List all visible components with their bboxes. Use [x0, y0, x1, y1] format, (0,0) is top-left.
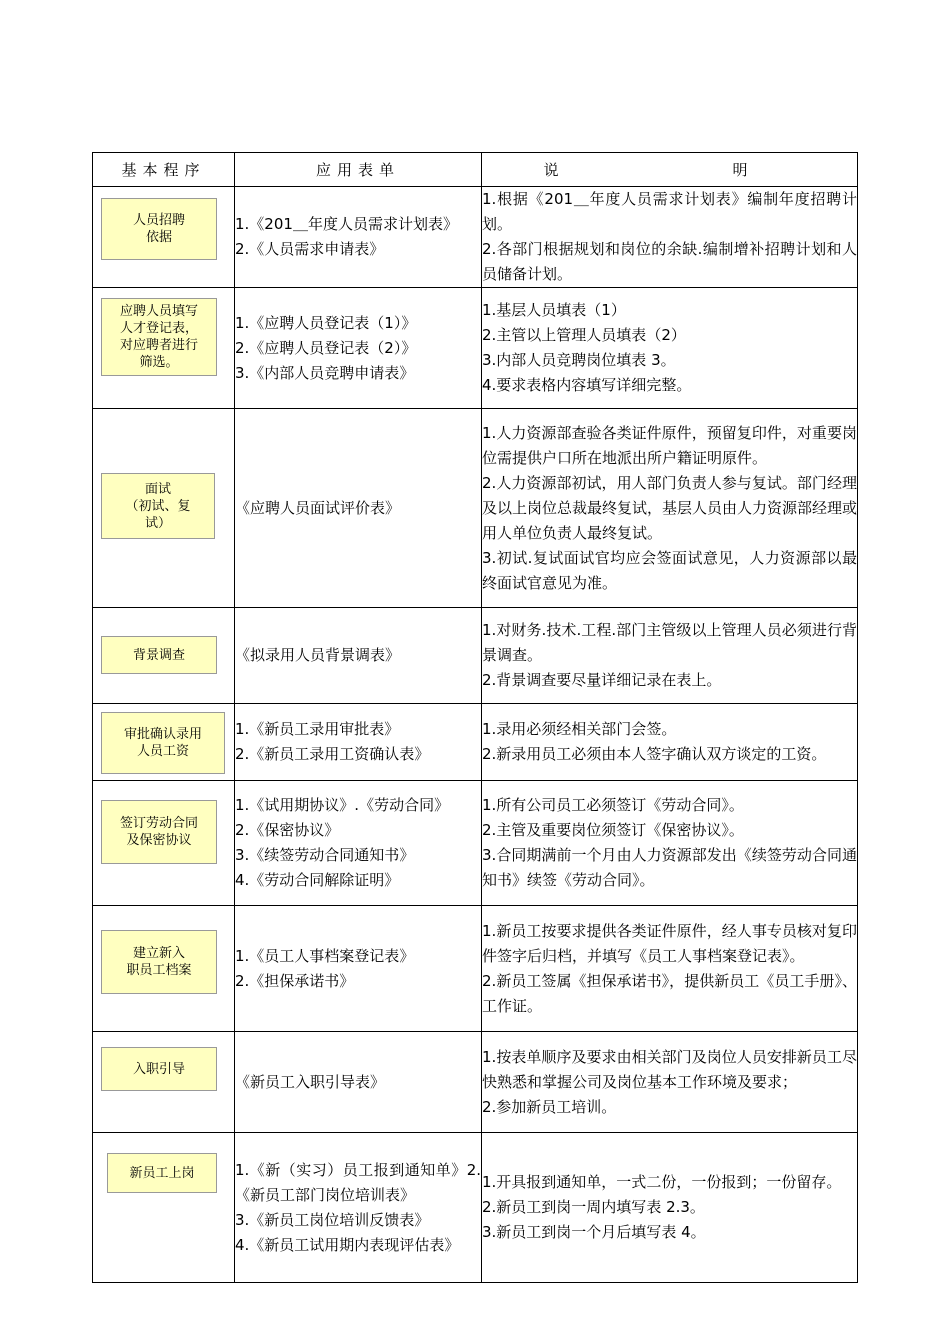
table-row	[93, 409, 858, 608]
description-item: 2.新员工签属《担保承诺书》，提供新员工《员工手册》、工作证。	[482, 971, 857, 1015]
recruitment-procedure-table	[92, 152, 858, 1283]
procedure-step-label: 职员工档案	[126, 963, 192, 978]
description-item: 2.主管以上管理人员填表（2）	[482, 326, 686, 344]
description-cell	[482, 187, 858, 288]
procedure-step-cell	[93, 409, 235, 608]
table-row	[93, 1133, 858, 1283]
description-cell	[482, 906, 858, 1032]
procedure-step-label: 建立新入	[132, 946, 185, 961]
form-item: 3.《内部人员竞聘申请表》	[235, 363, 415, 382]
table-row	[93, 906, 858, 1032]
header-basic-procedure: 基本程序	[93, 153, 235, 187]
description-item: 3.初试.复试面试官均应会签面试意见，人力资源部以最终面试官意见为准。	[482, 548, 857, 592]
description-item: 2.背景调查要尽量详细记录在表上。	[482, 671, 722, 689]
procedure-step-label: 签订劳动合同	[119, 816, 198, 831]
forms-cell	[235, 1032, 482, 1133]
procedure-step-label: 背景调查	[132, 647, 185, 663]
description-item: 1.录用必须经相关部门会签。	[482, 720, 677, 738]
form-item: 1.《员工人事档案登记表》	[235, 946, 415, 965]
table-row	[93, 1032, 858, 1133]
form-item: 2.《保密协议》	[235, 821, 340, 839]
description-cell	[482, 608, 858, 704]
table-row	[93, 704, 858, 781]
description-item: 2.新员工到岗一周内填写表 2.3。	[482, 1198, 705, 1216]
procedure-step-cell	[93, 1032, 235, 1133]
form-item: 1.《新员工录用审批表》	[235, 720, 400, 738]
form-item: 4.《新员工试用期内表现评估表》	[235, 1235, 460, 1254]
description-item: 3.内部人员竞聘岗位填表 3。	[482, 351, 676, 369]
procedure-step-cell	[93, 704, 235, 781]
procedure-step-box	[101, 298, 217, 376]
procedure-step-label: 新员工上岗	[129, 1165, 195, 1181]
description-item: 1.按表单顺序及要求由相关部门及岗位人员安排新员工尽快熟悉和掌握公司及岗位基本工作环境及要求；	[482, 1047, 857, 1091]
procedure-step-box	[101, 712, 225, 774]
description-item: 2.新录用员工必须由本人签字确认双方谈定的工资。	[482, 745, 827, 763]
header-forms: 应用表单	[235, 153, 482, 187]
description-item: 2.人力资源部初试，用人部门负责人参与复试。部门经理及以上岗位总裁最终复试，基层人员由人力资源部经理或用人单位负责人最终复试。	[482, 473, 858, 542]
description-cell	[482, 288, 858, 409]
table-row	[93, 608, 858, 704]
description-item: 2.各部门根据规划和岗位的余缺.编制增补招聘计划和人员储备计划。	[482, 240, 857, 283]
description-item: 3.合同期满前一个月由人力资源部发出《续签劳动合同通知书》续签《劳动合同》。	[482, 846, 857, 889]
procedure-step-box	[101, 473, 215, 539]
form-item: 2.《人员需求申请表》	[235, 240, 385, 258]
forms-cell	[235, 704, 482, 781]
description-item: 1.根据《201＿年度人员需求计划表》编制年度招聘计划。	[482, 190, 857, 233]
table-row	[93, 781, 858, 906]
form-item: 2.《担保承诺书》	[235, 971, 355, 990]
description-item: 3.新员工到岗一个月后填写表 4。	[482, 1223, 706, 1241]
procedure-step-cell	[93, 781, 235, 906]
description-item: 1.对财务.技术.工程.部门主管级以上管理人员必须进行背景调查。	[482, 621, 857, 664]
procedure-step-label: 应聘人员填写	[119, 304, 198, 319]
procedure-step-label: 人才登记表，	[119, 321, 198, 336]
procedure-step-box	[101, 1047, 217, 1091]
forms-cell	[235, 1133, 482, 1283]
description-item: 1.所有公司员工必须签订《劳动合同》。	[482, 796, 744, 814]
procedure-step-label: 依据	[145, 230, 172, 245]
procedure-step-label: 面试	[144, 481, 171, 497]
description-item: 2.参加新员工培训。	[482, 1097, 617, 1116]
procedure-step-cell	[93, 288, 235, 409]
description-item: 4.要求表格内容填写详细完整。	[482, 376, 692, 394]
procedure-step-box	[101, 636, 217, 674]
forms-cell	[235, 781, 482, 906]
procedure-step-label: 人员招聘	[132, 213, 185, 228]
procedure-step-label: 入职引导	[132, 1061, 185, 1077]
forms-cell	[235, 409, 482, 608]
description-item: 2.主管及重要岗位须签订《保密协议》。	[482, 821, 744, 839]
procedure-step-box	[101, 800, 217, 864]
description-item: 1.开具报到通知单，一式二份，一份报到；一份留存。	[482, 1173, 842, 1191]
procedure-step-box	[101, 198, 217, 260]
procedure-step-cell	[93, 187, 235, 288]
procedure-step-cell	[93, 906, 235, 1032]
procedure-step-cell	[93, 1133, 235, 1283]
form-item: 《新员工入职引导表》	[235, 1072, 386, 1091]
form-item: 3.《续签劳动合同通知书》	[235, 846, 415, 864]
form-item: 1.《试用期协议》.《劳动合同》	[235, 796, 450, 814]
form-item: 1.《新（实习）员工报到通知单》2.《新员工部门岗位培训表》	[235, 1160, 481, 1204]
description-cell	[482, 1032, 858, 1133]
forms-cell	[235, 608, 482, 704]
form-item: 3.《新员工岗位培训反馈表》	[235, 1210, 430, 1229]
form-item: 2.《应聘人员登记表（2）》	[235, 338, 417, 357]
form-item: 2.《新员工录用工资确认表》	[235, 745, 430, 763]
procedure-step-label: 试）	[144, 515, 171, 531]
form-item: 《拟录用人员背景调表》	[235, 646, 401, 664]
form-item: 《应聘人员面试评价表》	[235, 498, 401, 517]
description-item: 1.基层人员填表（1）	[482, 301, 626, 319]
header-row	[93, 153, 858, 187]
form-item: 1.《应聘人员登记表（1）》	[235, 313, 417, 332]
description-cell	[482, 409, 858, 608]
forms-cell	[235, 906, 482, 1032]
description-cell	[482, 704, 858, 781]
description-cell	[482, 781, 858, 906]
description-item: 1.人力资源部查验各类证件原件，预留复印件，对重要岗位需提供户口所在地派出所户籍证明原件。	[482, 423, 857, 467]
procedure-step-label: （初试、复	[125, 498, 191, 514]
procedure-step-label: 人员工资	[136, 744, 189, 759]
forms-cell	[235, 187, 482, 288]
procedure-step-box	[101, 930, 217, 994]
procedure-step-label: 筛选。	[139, 355, 179, 370]
procedure-step-label: 审批确认录用	[123, 727, 202, 742]
header-description: 说 明	[482, 153, 858, 187]
form-item: 1.《201＿年度人员需求计划表》	[235, 215, 458, 233]
table-row	[93, 288, 858, 409]
description-item: 1.新员工按要求提供各类证件原件，经人事专员核对复印件签字后归档，并填写《员工人事档案登记表》。	[482, 921, 857, 965]
procedure-step-label: 及保密协议	[126, 833, 192, 848]
forms-cell	[235, 288, 482, 409]
form-item: 4.《劳动合同解除证明》	[235, 871, 400, 889]
table-row	[93, 187, 858, 288]
procedure-step-box	[107, 1153, 217, 1193]
procedure-step-label: 对应聘者进行	[119, 338, 198, 353]
procedure-step-cell	[93, 608, 235, 704]
description-cell	[482, 1133, 858, 1283]
